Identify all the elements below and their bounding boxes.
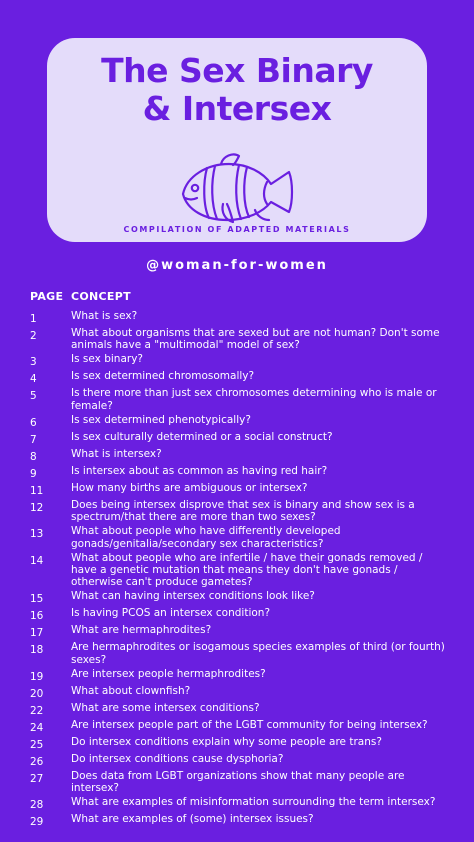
concept-text: Are hermaphrodites or isogamous species examples of third (or fourth) sexes?	[71, 641, 445, 666]
title-line-2: & Intersex	[142, 89, 332, 128]
concept-text: Is sex binary?	[71, 353, 143, 366]
concept-text: Is having PCOS an intersex condition?	[71, 607, 271, 620]
list-item	[30, 552, 450, 589]
clownfish-icon	[177, 150, 297, 232]
concept-text: What about people who have differently developed gonads/genitalia/secondary sex characteristics?	[71, 525, 341, 550]
concept-text: Are intersex people part of the LGBT community for being intersex?	[71, 718, 428, 731]
list-item	[30, 327, 450, 352]
page-number: 27	[30, 772, 44, 785]
concept-text: What are examples of (some) intersex issues?	[71, 813, 314, 826]
column-header-page: PAGE	[30, 290, 64, 303]
concept-text: What are examples of misinformation surrounding the term intersex?	[71, 796, 436, 809]
concept-text: Is sex determined chromosomally?	[71, 370, 255, 383]
list-item	[30, 353, 450, 368]
page-number: 2	[30, 330, 37, 342]
list-item	[30, 310, 450, 325]
list-item	[30, 685, 450, 700]
list-item	[30, 370, 450, 385]
list-item	[30, 813, 450, 828]
list-item	[30, 482, 450, 497]
list-item	[30, 431, 450, 446]
list-item	[30, 641, 450, 666]
concept-text: Do intersex conditions cause dysphoria?	[71, 752, 284, 765]
concept-text: What are some intersex conditions?	[71, 701, 260, 714]
concept-text: Does data from LGBT organizations show that many people are intersex?	[71, 769, 405, 795]
page-number: 14	[30, 554, 44, 567]
concept-text: Is sex determined phenotypically?	[71, 413, 251, 426]
list-item	[30, 796, 450, 811]
page-number: 13	[30, 528, 44, 541]
page-number: 11	[30, 484, 44, 497]
concept-text: What can having intersex conditions look like?	[71, 590, 315, 603]
page-number: 1	[30, 313, 37, 325]
list-item	[30, 702, 450, 717]
page-number: 15	[30, 593, 44, 606]
page-number: 3	[30, 356, 37, 369]
page-number: 24	[30, 721, 44, 734]
page-number: 29	[30, 816, 44, 829]
concept-text: Does being intersex disprove that sex is binary and show sex is a spectrum/that there are more than two sexes?	[71, 498, 415, 524]
list-item	[30, 590, 450, 605]
concept-text: What is sex?	[71, 310, 138, 322]
page-number: 6	[30, 416, 37, 429]
concept-text: What about people who are infertile / have their gonads removed / have a genetic mutation that means they don't have gonads / otherwise can't produce gametes?	[71, 551, 423, 589]
concept-text: Is intersex about as common as having red hair?	[71, 464, 328, 477]
list-item	[30, 387, 450, 412]
concept-text: Is sex culturally determined or a social construct?	[71, 430, 333, 443]
page-number: 20	[30, 687, 44, 700]
list-item	[30, 624, 450, 639]
page-number: 19	[30, 670, 44, 683]
list-item	[30, 414, 450, 429]
page-number: 7	[30, 433, 37, 446]
page-title	[47, 52, 427, 128]
column-header-concept: CONCEPT	[71, 290, 131, 303]
concept-text: What is intersex?	[71, 447, 162, 460]
list-item	[30, 719, 450, 734]
page-number: 26	[30, 755, 44, 768]
concept-text: What about clownfish?	[71, 684, 191, 697]
social-handle: @woman-for-women	[146, 258, 328, 273]
title-line-1: The Sex Binary	[101, 51, 373, 90]
list-item	[30, 753, 450, 768]
page-number: 9	[30, 467, 37, 480]
page-number: 16	[30, 610, 44, 623]
title-card	[47, 38, 427, 242]
page-number: 22	[30, 704, 44, 717]
page-number: 17	[30, 627, 44, 640]
page-number: 12	[30, 501, 44, 514]
subtitle: COMPILATION OF ADAPTED MATERIALS	[123, 225, 351, 234]
list-item	[30, 770, 450, 795]
concept-text: Are intersex people hermaphrodites?	[71, 667, 266, 680]
list-item	[30, 668, 450, 683]
list-item	[30, 607, 450, 622]
page-number: 5	[30, 390, 37, 403]
page-number: 18	[30, 644, 44, 657]
list-item	[30, 448, 450, 463]
concept-text: Is there more than just sex chromosomes determining who is male or female?	[71, 387, 437, 412]
page-number: 28	[30, 799, 44, 812]
page-number: 25	[30, 738, 44, 751]
concept-text: What are hermaphrodites?	[71, 624, 212, 637]
concept-text: What about organisms that are sexed but are not human? Don't some animals have a "multimodal" model of sex?	[71, 327, 440, 352]
concept-text: Do intersex conditions explain why some people are trans?	[71, 735, 382, 748]
page-number: 4	[30, 373, 37, 386]
list-item	[30, 465, 450, 480]
concept-text: How many births are ambiguous or intersex?	[71, 481, 308, 494]
list-item	[30, 736, 450, 751]
page-number: 8	[30, 450, 37, 463]
contents-list	[30, 310, 450, 830]
list-item	[30, 499, 450, 524]
list-item	[30, 525, 450, 550]
